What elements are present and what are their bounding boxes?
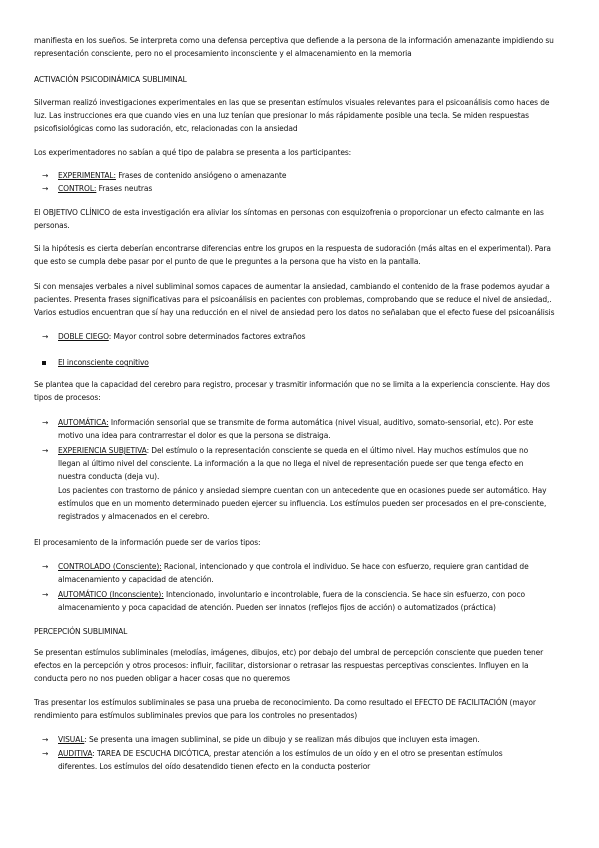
- arrow-icon: →: [42, 332, 49, 341]
- paragraph-silverman: Silverman realizó investigaciones experimentales en las que se presentan estímulos visuales relevantes para el psicoanálisis como haces de luz. Las instrucciones era que cuando vies en una luz tenían que presionar lo más rápidamente posible una tecla. Se miden respuestas psicofisiológicas como las sudoración, etc, relacionadas con la ansiedad: [34, 98, 550, 134]
- arrow-icon: →: [42, 446, 49, 455]
- list-item-doble-ciego: → DOBLE CIEGO: Mayor control sobre determinados factores extraños: [58, 330, 564, 343]
- heading-percepcion: PERCEPCIÓN SUBLIMINAL: [34, 627, 128, 636]
- paragraph-intro: manifiesta en los sueños. Se interpreta como una defensa perceptiva que defiende a la persona de la información amenazante impidiendo su representación consciente, pero no el procesamiento inconsciente y el almacenamiento en la memoria: [34, 36, 554, 59]
- list-item-control: → CONTROL: Frases neutras: [58, 182, 564, 195]
- paragraph-estimulos-subliminales: Se presentan estímulos subliminales (melodías, imágenes, dibujos, etc) por debajo del umbral de percepción consciente que pueden tener efectos en la percepción y otros procesos: influir, facilitar, distorsionar o retrasar las respuestas perceptivas conscientes. Influyen en la conducta pero no nos pueden obligar a hacer cosas que no queremos: [34, 648, 544, 684]
- bullet-inconsciente-cognitivo: El inconsciente cognitivo: [58, 356, 564, 369]
- list-item-experimental: → EXPERIMENTAL: Frases de contenido ansiógeno o amenazante: [58, 169, 564, 182]
- arrow-icon: →: [42, 749, 49, 758]
- list-item-automatica: → AUTOMÁTICA: Información sensorial que se transmite de forma automática (nivel visual, auditivo, somato-sensorial, etc). Por este motivo una idea para contrarrestar el dolor es que la persona se distraiga.: [42, 418, 534, 441]
- arrow-icon: →: [42, 562, 49, 571]
- paragraph-facilitacion: Tras presentar los estímulos subliminales se pasa una prueba de reconocimiento. Da como resultado el EFECTO DE FACILITACIÓN (mayor rendimiento para estímulos subliminales previos que para los controles no presentados): [34, 698, 536, 721]
- list-item-experiencia-subjetiva: → EXPERIENCIA SUBJETIVA: Del estímulo o la representación consciente se queda en el último nivel. Hay muchos estímulos que no llegan al último nivel del consciente. La información a la que no llega el nivel de representación puede ser que tenga efecto en nuestra conducta (deja vu). Los pacientes con trastorno de pánico y ansiedad siempre cuentan con un antecedente que en ocasiones puede ser automático. Hay estímulos que en un momento determinado pueden ejercer su influencia. Los estímulos pueden ser procesados en el pre-consciente, registrados y almacenados en el cerebro.: [42, 446, 547, 522]
- arrow-icon: →: [42, 735, 49, 744]
- list-item-visual: → VISUAL: Se presenta una imagen subliminal, se pide un dibujo y se realizan más dibujos que incluyen esta imagen.: [58, 733, 564, 746]
- heading-activacion: ACTIVACIÓN PSICODINÁMICA SUBLIMINAL: [34, 75, 187, 84]
- paragraph-experimentadores: Los experimentadores no sabían a qué tipo de palabra se presenta a los participantes:: [34, 148, 352, 157]
- arrow-icon: →: [42, 171, 49, 180]
- paragraph-hipotesis: Si la hipótesis es cierta deberían encontrarse diferencias entre los grupos en la respuesta de sudoración (más altas en el experimental). Para que esto se cumpla debe pasar por el punto de que le preguntes a la persona que ha visto en la pantalla.: [34, 244, 551, 267]
- arrow-icon: →: [42, 590, 49, 599]
- arrow-icon: →: [42, 418, 49, 427]
- arrow-icon: →: [42, 184, 49, 193]
- paragraph-objetivo: El OBJETIVO CLÍNICO de esta investigación era aliviar los síntomas en personas con esquizofrenia o proporcionar un efecto calmante en las personas.: [34, 208, 544, 231]
- list-item-automatico: → AUTOMÁTICO (Inconsciente): Intencionado, involuntario e incontrolable, fuera de la consciencia. Se hace sin esfuerzo, con poco almacenamiento y poca capacidad de atención. Pueden ser innatos (reflejos fijos de acción) o automatizados (práctica): [42, 590, 526, 613]
- list-item-controlado: → CONTROLADO (Consciente): Racional, intencionado y que controla el individuo. Se hace con esfuerzo, requiere gran cantidad de almacenamiento y capacidad de atención.: [42, 562, 529, 585]
- paragraph-procesamiento: El procesamiento de la información puede ser de varios tipos:: [34, 538, 261, 547]
- square-bullet-icon: [42, 361, 46, 365]
- paragraph-mensajes: Si con mensajes verbales a nivel subliminal somos capaces de aumentar la ansiedad, cambiando el contenido de la frase podemos ayudar a pacientes. Presenta frases significativas para el psicoanálisis en pacientes con problemas, comprobando que se reduce el nivel de ansiedad,. Varios estudios encuentran que sí hay una reducción en el nivel de ansiedad pero los datos no señalaban que el efecto fuese del psicoanálisis: [34, 282, 555, 318]
- list-item-auditiva: → AUDITIVA: TAREA DE ESCUCHA DICÓTICA, prestar atención a los estímulos de un oído y en el otro se presentan estímulos diferentes. Los estímulos del oído desatendido tienen efecto en la conducta posterior: [42, 749, 503, 772]
- paragraph-capacidad-cerebro: Se plantea que la capacidad del cerebro para registro, procesar y trasmitir información que no se limita a la experiencia consciente. Hay dos tipos de procesos:: [34, 380, 550, 403]
